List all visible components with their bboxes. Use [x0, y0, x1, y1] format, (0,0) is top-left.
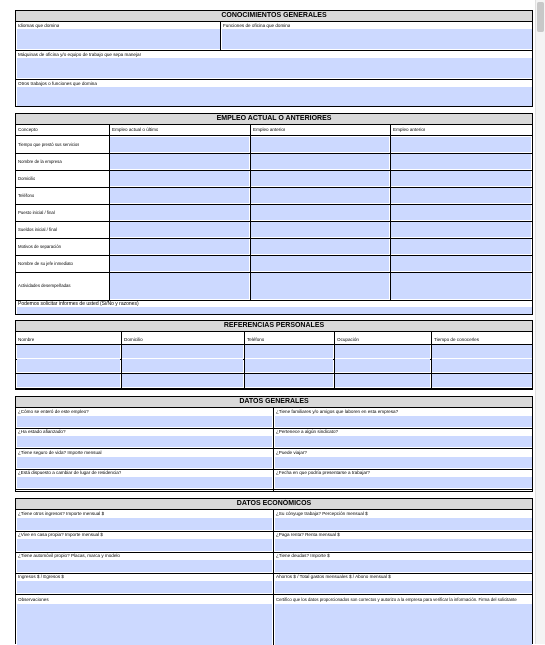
empleo-field[interactable] — [391, 273, 531, 299]
empleo-field[interactable] — [110, 188, 249, 203]
col-actual: Empleo actual o último — [112, 127, 159, 132]
referencia-field[interactable] — [335, 345, 430, 358]
section-referencias — [15, 320, 533, 390]
generales-right-field[interactable] — [275, 436, 532, 447]
generales-left-field[interactable] — [17, 457, 272, 468]
economicos-left-label: Ingresos $ / Egresos $ — [18, 574, 64, 579]
referencia-field[interactable] — [335, 359, 430, 372]
empleo-field[interactable] — [110, 273, 249, 299]
referencia-field[interactable] — [17, 374, 120, 387]
section-economicos — [15, 498, 533, 644]
section-title: REFERENCIAS PERSONALES — [16, 321, 532, 332]
firma-field[interactable] — [275, 604, 532, 645]
economicos-right-field[interactable] — [275, 560, 532, 572]
col-ocupacion: Ocupación — [337, 337, 359, 342]
referencia-field[interactable] — [432, 374, 532, 387]
generales-left-label: ¿Está dispuesto a cambiar de lugar de residencia? — [18, 470, 122, 475]
referencia-field[interactable] — [122, 345, 243, 358]
referencia-field[interactable] — [432, 345, 532, 358]
generales-right-label: ¿Puede viajar? — [276, 450, 307, 455]
economicos-right-label: ¿Paga renta? Renta mensual $ — [276, 532, 340, 537]
empleo-field[interactable] — [391, 137, 531, 152]
concepto-label: Teléfono — [18, 192, 35, 198]
empleo-field[interactable] — [251, 222, 389, 237]
empleo-field[interactable] — [110, 171, 249, 186]
section-title: DATOS GENERALES — [16, 397, 532, 408]
empleo-field[interactable] — [391, 205, 531, 220]
empleo-field[interactable] — [110, 205, 249, 220]
concepto-label: Puesto inicial / final — [18, 209, 55, 215]
concepto-label: Sueldos inicial / final — [18, 226, 57, 232]
label-idiomas: Idiomas que domina — [18, 23, 60, 28]
label-otros: Otros trabajos o funciones que domina — [18, 81, 97, 86]
section-empleo — [15, 113, 533, 315]
vertical-scrollbar[interactable] — [535, 0, 545, 644]
otros-field[interactable] — [17, 87, 532, 106]
section-title: EMPLEO ACTUAL O ANTERIORES — [16, 114, 532, 125]
generales-right-field[interactable] — [275, 457, 532, 468]
concepto-label: Nombre de su jefe inmediato — [18, 260, 73, 266]
concepto-label: Domicilio — [18, 175, 36, 181]
referencia-field[interactable] — [122, 374, 243, 387]
concepto-label: Tiempo que prestó sus servicios — [18, 141, 80, 147]
funciones-field[interactable] — [222, 29, 532, 49]
scrollbar-thumb[interactable] — [537, 2, 544, 32]
generales-right-label: ¿Pertenece a algún sindicato? — [276, 429, 339, 434]
col-nombre: Nombre — [18, 337, 35, 342]
label-maquinas: Máquinas de oficina y/o equipo de trabajo que sepa manejar — [18, 52, 142, 57]
generales-left-label: ¿Tiene seguro de vida? Importe mensual — [18, 450, 102, 455]
col-telefono: Teléfono — [247, 337, 265, 342]
empleo-field[interactable] — [251, 239, 389, 254]
empleo-field[interactable] — [391, 256, 531, 271]
generales-left-label: ¿Ha estado afianzado? — [18, 429, 66, 434]
referencia-field[interactable] — [245, 374, 333, 387]
empleo-field[interactable] — [251, 188, 389, 203]
referencia-field[interactable] — [245, 345, 333, 358]
generales-right-label: ¿Fecha en que podría presentarse a trabajar? — [276, 470, 370, 475]
col-domicilio: Domicilio — [124, 337, 143, 342]
generales-left-field[interactable] — [17, 416, 272, 427]
label-informes: Podemos solicitar informes de usted (Si/No y razones) — [18, 301, 139, 307]
economicos-left-field[interactable] — [17, 560, 272, 572]
generales-right-field[interactable] — [275, 477, 532, 488]
col-concepto: Concepto — [18, 127, 38, 132]
section-title: CONOCIMIENTOS GENERALES — [16, 11, 532, 22]
section-conocimientos — [15, 10, 533, 107]
generales-left-field[interactable] — [17, 436, 272, 447]
generales-right-field[interactable] — [275, 416, 532, 427]
generales-left-field[interactable] — [17, 477, 272, 488]
generales-right-label: ¿Tiene familiares y/o amigos que laboren en esta empresa? — [276, 409, 399, 414]
referencia-field[interactable] — [17, 345, 120, 358]
col-anterior-2: Empleo anterior — [393, 127, 426, 132]
economicos-left-label: ¿Tiene otros ingresos? Importe mensual $ — [18, 511, 105, 516]
empleo-field[interactable] — [251, 273, 389, 299]
economicos-right-label: ¿Su cónyuge trabaja? Percepción mensual $ — [276, 511, 368, 516]
empleo-field[interactable] — [110, 222, 249, 237]
empleo-field[interactable] — [110, 137, 249, 152]
economicos-right-field[interactable] — [275, 518, 532, 530]
empleo-field[interactable] — [251, 205, 389, 220]
empleo-field[interactable] — [391, 222, 531, 237]
referencia-field[interactable] — [245, 359, 333, 372]
referencia-field[interactable] — [17, 359, 120, 372]
empleo-field[interactable] — [110, 239, 249, 254]
empleo-field[interactable] — [110, 256, 249, 271]
concepto-label: Motivos de separación — [18, 243, 61, 249]
empleo-field[interactable] — [110, 154, 249, 169]
empleo-field[interactable] — [251, 171, 389, 186]
economicos-left-label: ¿Vive en casa propia? Importe mensual $ — [18, 532, 103, 537]
referencia-field[interactable] — [122, 359, 243, 372]
economicos-left-label: ¿Tiene automóvil propio? Placas, marca y modelo — [18, 553, 120, 558]
section-generales — [15, 396, 533, 492]
economicos-left-field[interactable] — [17, 581, 272, 593]
col-anterior-1: Empleo anterior — [253, 127, 286, 132]
economicos-left-field[interactable] — [17, 539, 272, 551]
maquinas-field[interactable] — [17, 58, 532, 78]
label-funciones: Funciones de oficina que domina — [223, 23, 291, 28]
economicos-right-label: Ahorros $ / Total gastos mensuales $ / Abono mensual $ — [276, 574, 391, 579]
economicos-right-label: ¿Tiene deudas? Importe $ — [276, 553, 330, 558]
empleo-field[interactable] — [391, 171, 531, 186]
idiomas-field[interactable] — [17, 29, 220, 49]
generales-left-label: ¿Cómo se enteró de este empleo? — [18, 409, 89, 414]
empleo-field[interactable] — [251, 256, 389, 271]
economicos-right-field[interactable] — [275, 539, 532, 551]
observaciones-field[interactable] — [17, 604, 272, 645]
col-tiempo: Tiempo de conocerles — [434, 337, 480, 342]
label-certifico: Certifico que los datos proporcionados son correctos y autorizo a la empresa para verificar la información. Firma del solicitante — [276, 597, 517, 602]
concepto-label: Nombre de la empresa — [18, 158, 62, 164]
empleo-field[interactable] — [391, 154, 531, 169]
referencia-field[interactable] — [432, 359, 532, 372]
label-observaciones: Observaciones — [18, 597, 49, 602]
informes-field[interactable] — [17, 307, 532, 314]
empleo-field[interactable] — [391, 239, 531, 254]
empleo-field[interactable] — [251, 154, 389, 169]
economicos-left-field[interactable] — [17, 518, 272, 530]
referencia-field[interactable] — [335, 374, 430, 387]
concepto-label: Actividades desempeñadas — [18, 283, 71, 288]
economicos-right-field[interactable] — [275, 581, 532, 593]
empleo-field[interactable] — [251, 137, 389, 152]
empleo-field[interactable] — [391, 188, 531, 203]
section-title: DATOS ECONÓMICOS — [16, 499, 532, 510]
